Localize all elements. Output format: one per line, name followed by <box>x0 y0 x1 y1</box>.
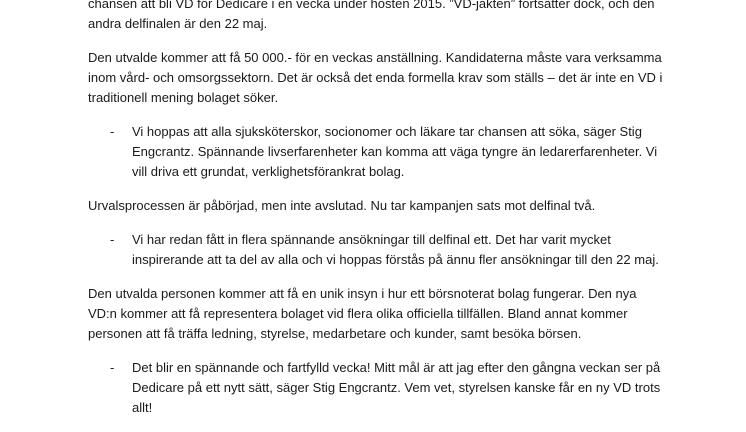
document-page <box>88 0 668 432</box>
text-line: chansen att bli VD för Dedicare i en vecka under hösten 2015. ”VD-jakten” fortsätter dock, och den <box>88 0 655 11</box>
selection-paragraph <box>88 196 668 216</box>
intro-paragraph <box>88 0 668 34</box>
text-line: inspirerande att ta del av alla och vi hoppas förstås på ännu fler ansökningar till den 22 maj. <box>132 252 659 267</box>
quote-engcrantz-2 <box>88 358 668 418</box>
text-line: traditionell mening bolaget söker. <box>88 90 279 105</box>
text-line: Den utvalda personen kommer att få en unik insyn i hur ett börsnoterat bolag fungerar. Den nya <box>88 286 637 301</box>
text-line: Det blir en spännande och fartfylld vecka! Mitt mål är att jag efter den gångna veckan ser på <box>132 360 661 375</box>
bullet-dash: - <box>110 124 115 139</box>
text-line: Vi hoppas att alla sjuksköterskor, socionomer och läkare tar chansen att söka, säger Stig <box>132 124 642 139</box>
text-line: Dedicare på ett nytt sätt, säger Stig Engcrantz. Vem vet, styrelsen kanske får en ny VD trots <box>132 380 661 395</box>
text-line: Den utvalde kommer att få 50 000.- för en veckas anställning. Kandidaterna måste vara verksamma <box>88 50 662 65</box>
bullet-dash: - <box>110 360 115 375</box>
text-line: VD:n kommer att få representera bolaget vid flera olika officiella tillfällen. Bland annat kommer <box>88 306 628 321</box>
text-line: vill driva ett grundat, verklighetsförankrat bolag. <box>132 164 405 179</box>
quote-applications <box>88 230 668 270</box>
text-line: inom vård- och omsorgssektorn. Det är också det enda formella krav som ställs – det är inte en VD i <box>88 70 663 85</box>
insight-paragraph <box>88 284 668 344</box>
salary-paragraph <box>88 48 668 108</box>
text-line: Engcrantz. Spännande livserfarenheter kan komma att väga tyngre än ledarerfarenheter. Vi <box>132 144 658 159</box>
text-line: andra delfinalen är den 22 maj. <box>88 16 268 31</box>
text-line: allt! <box>132 400 153 415</box>
text-line: Urvalsprocessen är påbörjad, men inte avslutad. Nu tar kampanjen sats mot delfinal två. <box>88 198 596 213</box>
quote-engcrantz-1 <box>88 122 668 182</box>
text-line: Vi har redan fått in flera spännande ansökningar till delfinal ett. Det har varit mycket <box>132 232 611 247</box>
text-line: personen att få träffa ledning, styrelse, medarbetare och kunder, samt besöka börsen. <box>88 326 582 341</box>
bullet-dash: - <box>110 232 115 247</box>
